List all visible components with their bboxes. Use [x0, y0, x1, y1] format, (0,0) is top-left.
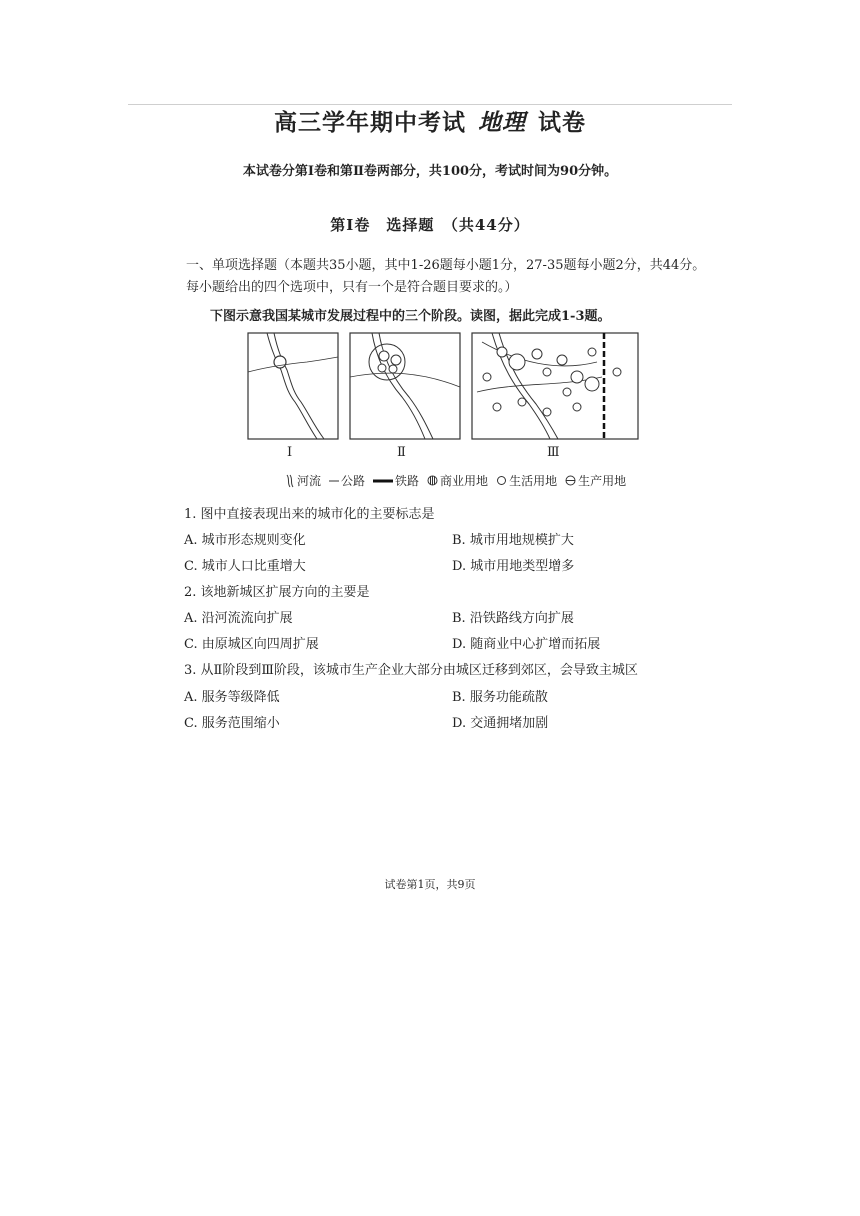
question-3-option-b[interactable]: B. 服务功能疏散	[452, 690, 548, 705]
title-subject: 地理	[478, 109, 526, 136]
question-2-stem: 2. 该地新城区扩展方向的主要是	[184, 585, 370, 600]
city-stages-figure	[247, 332, 639, 462]
question-2-option-d[interactable]: D. 随商业中心扩增而拓展	[452, 637, 601, 652]
river-icon	[285, 474, 295, 488]
legend-commercial: 商业用地	[440, 474, 489, 488]
legend-industrial: 生产用地	[578, 474, 627, 488]
title-suffix: 试卷	[538, 109, 586, 136]
panel-label-1: Ⅰ	[287, 445, 293, 460]
figure-stem: 下图示意我国某城市发展过程中的三个阶段。读图，据此完成1-3题。	[210, 309, 611, 324]
legend-road: 公路	[341, 474, 366, 488]
page-footer: 试卷第1页，共9页	[384, 878, 476, 891]
legend-residential: 生活用地	[509, 474, 558, 488]
instructions: 一、单项选择题（本题共35小题，其中1-26题每小题1分，27-35题每小题2分，共44分。每小题给出的四个选项中，只有一个是符合题目要求的。）	[186, 258, 706, 295]
figure-legend	[285, 472, 632, 489]
question-1-option-b[interactable]: B. 城市用地规模扩大	[452, 533, 574, 548]
question-1-option-a[interactable]: A. 城市形态规则变化	[184, 533, 306, 548]
exam-title	[0, 104, 860, 137]
question-2-option-b[interactable]: B. 沿铁路线方向扩展	[452, 611, 574, 626]
question-3-option-d[interactable]: D. 交通拥堵加剧	[452, 716, 549, 731]
panel-label-3: Ⅲ	[547, 445, 560, 460]
panel-3	[472, 333, 638, 439]
panel-2	[350, 333, 460, 439]
title-prefix: 高三学年期中考试	[274, 109, 466, 136]
industrial-land-icon	[565, 475, 576, 486]
question-3-option-a[interactable]: A. 服务等级降低	[184, 690, 280, 705]
exam-intro: 本试卷分第Ⅰ卷和第Ⅱ卷两部分，共100分，考试时间为90分钟。	[242, 164, 618, 179]
question-1-option-c[interactable]: C. 城市人口比重增大	[184, 559, 306, 574]
question-2-option-c[interactable]: C. 由原城区向四周扩展	[184, 637, 319, 652]
legend-river: 河流	[297, 474, 322, 488]
legend-railway: 铁路	[395, 474, 420, 488]
question-1-stem: 1. 图中直接表现出来的城市化的主要标志是	[184, 507, 435, 522]
residential-land-icon	[496, 475, 507, 486]
panel-label-2: Ⅱ	[397, 445, 406, 460]
question-1-option-d[interactable]: D. 城市用地类型增多	[452, 559, 575, 574]
railway-icon	[373, 478, 393, 484]
section-title: 第Ⅰ卷 选择题 （共44分）	[330, 216, 530, 234]
question-3-stem: 3. 从Ⅱ阶段到Ⅲ阶段，该城市生产企业大部分由城区迁移到郊区，会导致主城区	[184, 663, 638, 678]
commercial-land-icon	[427, 475, 438, 486]
panel-1	[248, 333, 338, 439]
question-2-option-a[interactable]: A. 沿河流流向扩展	[184, 611, 293, 626]
road-icon	[329, 478, 339, 484]
question-3-option-c[interactable]: C. 服务范围缩小	[184, 716, 280, 731]
